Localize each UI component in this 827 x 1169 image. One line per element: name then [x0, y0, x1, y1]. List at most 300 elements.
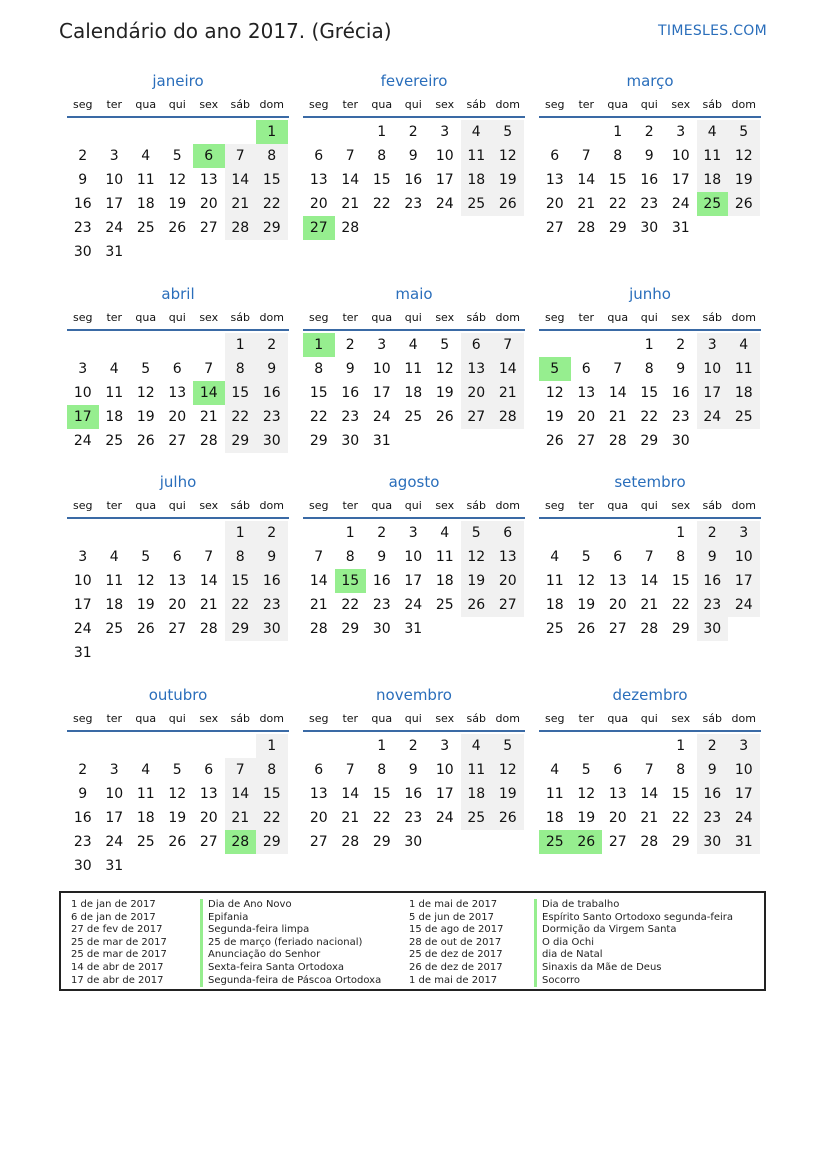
weekday-label: sex [199, 98, 219, 111]
day-cell: 12 [461, 545, 493, 569]
day-cell: 28 [309, 621, 328, 637]
day-cell: 28 [199, 621, 218, 637]
weekday-label: sex [435, 712, 455, 725]
day-cell: 11 [435, 549, 454, 565]
day-cell: 23 [671, 409, 690, 425]
day-cell: 27 [545, 220, 564, 236]
day-cell: 2 [345, 337, 355, 353]
day-cell: 30 [671, 433, 690, 449]
day-cell: 21 [341, 810, 360, 826]
day-cell: 18 [435, 573, 454, 589]
day-cell: 6 [172, 361, 182, 377]
day-cell: 19 [435, 385, 454, 401]
day-cell: 29 [372, 834, 391, 850]
day-cell: 25 [136, 834, 155, 850]
day-cell: 27 [199, 220, 218, 236]
weekday-label: seg [545, 98, 565, 111]
legend-date: 14 de abr de 2017 [71, 962, 164, 973]
day-cell: 15 [256, 168, 288, 192]
weekday-label: dom [731, 311, 756, 324]
header-rule [303, 329, 525, 331]
day-cell: 31 [404, 621, 423, 637]
day-cell: 30 [73, 858, 92, 874]
day-cell: 4 [440, 525, 450, 541]
day-cell: 31 [105, 244, 124, 260]
day-cell: 24 [697, 405, 729, 429]
day-cell: 21 [640, 810, 659, 826]
day-cell: 18 [105, 409, 124, 425]
day-cell: 4 [697, 120, 729, 144]
weekday-label: sáb [466, 712, 486, 725]
day-cell: 4 [728, 333, 760, 357]
day-cell: 10 [728, 545, 760, 569]
day-cell: 8 [613, 148, 623, 164]
weekday-label: dom [495, 98, 520, 111]
day-cell: 26 [492, 192, 524, 216]
day-cell: 26 [492, 806, 524, 830]
day-cell: 3 [440, 124, 450, 140]
day-cell: 1 [225, 521, 257, 545]
day-cell: 11 [105, 573, 124, 589]
day-cell: 15 [372, 172, 391, 188]
day-cell: 26 [577, 621, 596, 637]
weekday-label: qui [640, 712, 658, 725]
day-cell: 22 [671, 810, 690, 826]
day-cell: 17 [671, 172, 690, 188]
day-cell: 17 [435, 786, 454, 802]
day-cell: 17 [73, 597, 92, 613]
day-cell: 10 [404, 549, 423, 565]
day-cell: 21 [225, 192, 257, 216]
day-cell: 20 [199, 196, 218, 212]
month-name: junho [629, 285, 671, 303]
day-cell: 4 [550, 762, 560, 778]
day-cell: 14 [640, 786, 659, 802]
weekday-label: dom [731, 499, 756, 512]
day-cell: 20 [608, 597, 627, 613]
day-cell: 10 [105, 786, 124, 802]
legend-holiday-name: Dia de Ano Novo [200, 899, 292, 912]
day-cell: 24 [372, 409, 391, 425]
day-cell: 12 [728, 144, 760, 168]
day-cell: 30 [341, 433, 360, 449]
day-cell: 9 [644, 148, 654, 164]
weekday-label: sex [671, 712, 691, 725]
day-cell: 7 [225, 144, 257, 168]
holiday-day-cell: 17 [67, 405, 99, 429]
day-cell: 4 [461, 734, 493, 758]
day-cell: 16 [640, 172, 659, 188]
day-cell: 10 [105, 172, 124, 188]
holiday-day-cell: 27 [303, 216, 335, 240]
day-cell: 5 [492, 734, 524, 758]
day-cell: 28 [640, 621, 659, 637]
day-cell: 23 [697, 806, 729, 830]
day-cell: 13 [199, 172, 218, 188]
day-cell: 30 [256, 429, 288, 453]
header-rule [67, 730, 289, 732]
weekday-label: qua [135, 311, 157, 324]
day-cell: 2 [256, 521, 288, 545]
header-rule [67, 517, 289, 519]
header-rule [67, 116, 289, 118]
holiday-day-cell: 26 [571, 830, 603, 854]
day-cell: 29 [671, 621, 690, 637]
weekday-label: qui [640, 98, 658, 111]
day-cell: 16 [697, 782, 729, 806]
day-cell: 4 [461, 120, 493, 144]
day-cell: 4 [141, 148, 151, 164]
day-cell: 5 [581, 549, 591, 565]
weekday-label: qua [371, 98, 393, 111]
day-cell: 2 [408, 124, 418, 140]
day-cell: 21 [199, 409, 218, 425]
day-cell: 24 [728, 806, 760, 830]
day-cell: 21 [309, 597, 328, 613]
day-cell: 21 [640, 597, 659, 613]
weekday-label: qua [371, 499, 393, 512]
header-rule [539, 116, 761, 118]
day-cell: 16 [697, 569, 729, 593]
day-cell: 25 [461, 192, 493, 216]
legend-date: 25 de mar de 2017 [71, 936, 167, 948]
day-cell: 1 [256, 734, 288, 758]
day-cell: 16 [404, 786, 423, 802]
day-cell: 12 [492, 144, 524, 168]
month-name: janeiro [152, 72, 204, 90]
weekday-label: ter [342, 712, 359, 725]
legend-holiday-name: Segunda-feira limpa [200, 924, 309, 937]
day-cell: 14 [341, 786, 360, 802]
day-cell: 2 [676, 337, 686, 353]
weekday-label: qui [168, 98, 186, 111]
month-name: agosto [388, 473, 440, 491]
legend-date: 1 de mai de 2017 [409, 974, 498, 986]
day-cell: 2 [78, 148, 88, 164]
day-cell: 1 [676, 738, 686, 754]
day-cell: 12 [577, 573, 596, 589]
day-cell: 19 [136, 597, 155, 613]
weekday-label: qua [607, 499, 629, 512]
day-cell: 14 [199, 573, 218, 589]
day-cell: 5 [440, 337, 450, 353]
day-cell: 18 [461, 168, 493, 192]
holiday-day-cell: 28 [225, 830, 257, 854]
day-cell: 18 [697, 168, 729, 192]
day-cell: 26 [545, 433, 564, 449]
day-cell: 23 [341, 409, 360, 425]
month-janeiro [67, 72, 289, 277]
day-cell: 15 [608, 172, 627, 188]
weekday-label: qui [640, 499, 658, 512]
holiday-day-cell: 14 [193, 381, 225, 405]
day-cell: 30 [697, 617, 729, 641]
legend-holiday-name: Espírito Santo Ortodoxo segunda-feira [534, 912, 733, 925]
day-cell: 3 [78, 361, 88, 377]
day-cell: 3 [697, 333, 729, 357]
month-dezembro [539, 686, 761, 891]
day-cell: 24 [435, 810, 454, 826]
header-rule [539, 730, 761, 732]
day-cell: 22 [671, 597, 690, 613]
day-cell: 16 [256, 381, 288, 405]
legend-holiday-name: O dia Ochi [534, 937, 594, 950]
day-cell: 7 [225, 758, 257, 782]
day-cell: 4 [408, 337, 418, 353]
day-cell: 3 [78, 549, 88, 565]
day-cell: 1 [377, 124, 387, 140]
day-cell: 22 [372, 810, 391, 826]
legend-holiday-name: Segunda-feira de Páscoa Ortodoxa [200, 975, 381, 988]
day-cell: 30 [73, 244, 92, 260]
day-cell: 20 [199, 810, 218, 826]
day-cell: 17 [404, 573, 423, 589]
day-cell: 30 [256, 617, 288, 641]
day-cell: 11 [728, 357, 760, 381]
day-cell: 6 [461, 333, 493, 357]
day-cell: 10 [435, 148, 454, 164]
day-cell: 29 [256, 830, 288, 854]
day-cell: 28 [225, 216, 257, 240]
day-cell: 4 [109, 361, 119, 377]
weekday-label: seg [309, 499, 329, 512]
day-cell: 7 [644, 762, 654, 778]
day-cell: 10 [697, 357, 729, 381]
day-cell: 7 [204, 361, 214, 377]
day-cell: 8 [314, 361, 324, 377]
header-rule [67, 329, 289, 331]
day-cell: 13 [168, 385, 187, 401]
day-cell: 9 [676, 361, 686, 377]
day-cell: 15 [225, 381, 257, 405]
day-cell: 15 [671, 786, 690, 802]
day-cell: 24 [105, 834, 124, 850]
day-cell: 25 [435, 597, 454, 613]
weekday-label: dom [259, 712, 284, 725]
day-cell: 28 [199, 433, 218, 449]
day-cell: 23 [697, 593, 729, 617]
weekday-label: seg [73, 98, 93, 111]
month-name: novembro [376, 686, 452, 704]
day-cell: 24 [404, 597, 423, 613]
day-cell: 14 [225, 782, 257, 806]
day-cell: 8 [225, 545, 257, 569]
day-cell: 8 [377, 762, 387, 778]
day-cell: 4 [109, 549, 119, 565]
month-name: fevereiro [380, 72, 448, 90]
day-cell: 22 [640, 409, 659, 425]
day-cell: 8 [225, 357, 257, 381]
day-cell: 2 [697, 521, 729, 545]
weekday-label: sáb [230, 311, 250, 324]
day-cell: 23 [372, 597, 391, 613]
day-cell: 20 [168, 597, 187, 613]
day-cell: 28 [577, 220, 596, 236]
weekday-label: seg [545, 499, 565, 512]
weekday-label: qua [135, 499, 157, 512]
day-cell: 11 [105, 385, 124, 401]
day-cell: 26 [168, 220, 187, 236]
month-name: março [626, 72, 674, 90]
day-cell: 23 [640, 196, 659, 212]
legend-date: 28 de out de 2017 [409, 936, 502, 948]
day-cell: 7 [314, 549, 324, 565]
day-cell: 10 [671, 148, 690, 164]
day-cell: 31 [73, 645, 92, 661]
month-outubro [67, 686, 289, 891]
weekday-label: ter [578, 499, 595, 512]
weekday-label: qua [607, 712, 629, 725]
day-cell: 18 [728, 381, 760, 405]
day-cell: 1 [225, 333, 257, 357]
day-cell: 9 [345, 361, 355, 377]
legend-date: 25 de mar de 2017 [71, 949, 167, 961]
day-cell: 18 [545, 810, 564, 826]
day-cell: 17 [105, 810, 124, 826]
holiday-day-cell: 6 [193, 144, 225, 168]
weekday-label: qui [168, 712, 186, 725]
day-cell: 2 [697, 734, 729, 758]
holiday-day-cell: 25 [697, 192, 729, 216]
day-cell: 5 [172, 148, 182, 164]
day-cell: 3 [408, 525, 418, 541]
day-cell: 26 [136, 621, 155, 637]
day-cell: 13 [608, 786, 627, 802]
day-cell: 17 [728, 569, 760, 593]
day-cell: 17 [372, 385, 391, 401]
legend-holiday-name: dia de Natal [534, 949, 603, 962]
header-rule [539, 517, 761, 519]
day-cell: 25 [105, 621, 124, 637]
day-cell: 13 [577, 385, 596, 401]
weekday-label: qui [168, 311, 186, 324]
weekday-label: sáb [466, 499, 486, 512]
day-cell: 13 [168, 573, 187, 589]
brand-link[interactable]: TIMESLES.COM [658, 23, 767, 39]
day-cell: 30 [372, 621, 391, 637]
header-rule [303, 116, 525, 118]
day-cell: 26 [136, 433, 155, 449]
legend-date: 26 de dez de 2017 [409, 962, 503, 973]
day-cell: 19 [168, 810, 187, 826]
weekday-label: sex [435, 499, 455, 512]
legend-date: 27 de fev de 2017 [71, 924, 163, 936]
day-cell: 11 [404, 361, 423, 377]
day-cell: 21 [492, 381, 524, 405]
day-cell: 16 [73, 810, 92, 826]
legend-date: 15 de ago de 2017 [409, 924, 504, 936]
day-cell: 9 [78, 172, 88, 188]
day-cell: 27 [309, 834, 328, 850]
day-cell: 11 [136, 786, 155, 802]
month-name: maio [395, 285, 433, 303]
month-fevereiro [303, 72, 525, 277]
day-cell: 12 [168, 172, 187, 188]
day-cell: 29 [256, 216, 288, 240]
day-cell: 22 [256, 192, 288, 216]
day-cell: 3 [728, 734, 760, 758]
weekday-label: ter [106, 98, 123, 111]
legend-date: 6 de jan de 2017 [71, 911, 156, 923]
weekday-label: sex [199, 712, 219, 725]
weekday-label: qua [371, 712, 393, 725]
day-cell: 27 [577, 433, 596, 449]
day-cell: 5 [461, 521, 493, 545]
day-cell: 23 [256, 593, 288, 617]
day-cell: 19 [545, 409, 564, 425]
legend-holiday-name: Sexta-feira Santa Ortodoxa [200, 962, 344, 975]
weekday-label: sáb [466, 98, 486, 111]
day-cell: 7 [644, 549, 654, 565]
day-cell: 11 [545, 573, 564, 589]
weekday-label: sex [435, 311, 455, 324]
day-cell: 27 [461, 405, 493, 429]
day-cell: 16 [256, 569, 288, 593]
day-cell: 3 [440, 738, 450, 754]
day-cell: 8 [345, 549, 355, 565]
holiday-day-cell: 25 [539, 830, 571, 854]
weekday-label: sáb [230, 712, 250, 725]
day-cell: 23 [404, 196, 423, 212]
day-cell: 8 [644, 361, 654, 377]
legend-date: 1 de jan de 2017 [71, 899, 156, 910]
header-rule [303, 730, 525, 732]
weekday-label: ter [578, 98, 595, 111]
day-cell: 30 [697, 830, 729, 854]
day-cell: 25 [404, 409, 423, 425]
day-cell: 7 [581, 148, 591, 164]
day-cell: 13 [545, 172, 564, 188]
day-cell: 23 [73, 220, 92, 236]
weekday-label: seg [545, 712, 565, 725]
day-cell: 14 [640, 573, 659, 589]
day-cell: 6 [613, 762, 623, 778]
weekday-label: sáb [702, 712, 722, 725]
holiday-legend [59, 891, 766, 991]
weekday-label: qua [135, 712, 157, 725]
day-cell: 18 [404, 385, 423, 401]
day-cell: 22 [341, 597, 360, 613]
legend-holiday-name: 25 de março (feriado nacional) [200, 937, 362, 950]
day-cell: 18 [461, 782, 493, 806]
weekday-label: sáb [466, 311, 486, 324]
day-cell: 14 [492, 357, 524, 381]
day-cell: 14 [577, 172, 596, 188]
day-cell: 8 [676, 762, 686, 778]
day-cell: 15 [309, 385, 328, 401]
day-cell: 20 [309, 196, 328, 212]
day-cell: 1 [644, 337, 654, 353]
day-cell: 18 [545, 597, 564, 613]
day-cell: 9 [78, 786, 88, 802]
day-cell: 27 [168, 433, 187, 449]
weekday-label: dom [259, 499, 284, 512]
day-cell: 8 [676, 549, 686, 565]
weekday-label: sex [671, 311, 691, 324]
day-cell: 6 [550, 148, 560, 164]
day-cell: 24 [73, 433, 92, 449]
weekday-label: sáb [702, 499, 722, 512]
legend-date: 1 de mai de 2017 [409, 899, 498, 910]
weekday-label: seg [73, 311, 93, 324]
day-cell: 20 [545, 196, 564, 212]
day-cell: 6 [314, 762, 324, 778]
day-cell: 16 [372, 573, 391, 589]
day-cell: 22 [225, 593, 257, 617]
day-cell: 9 [408, 762, 418, 778]
day-cell: 21 [608, 409, 627, 425]
day-cell: 8 [256, 758, 288, 782]
